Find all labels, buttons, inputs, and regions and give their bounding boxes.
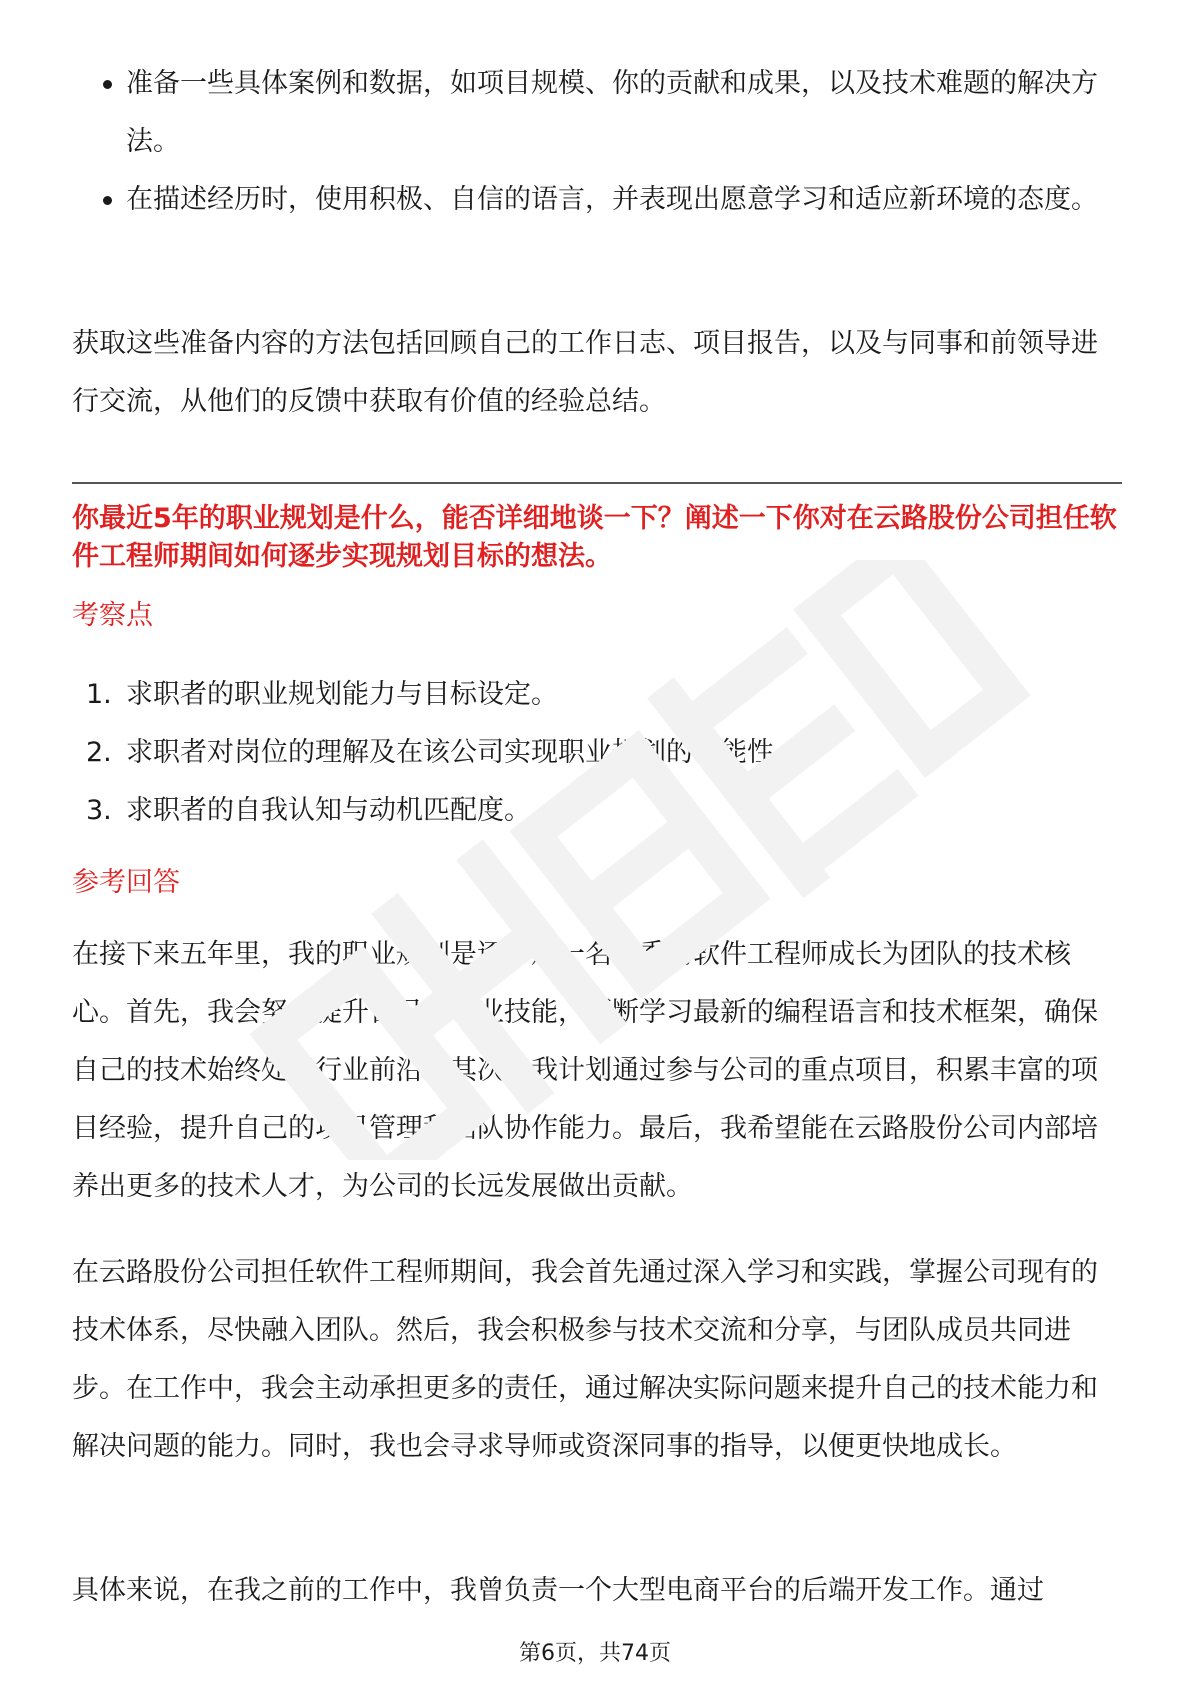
answer-paragraph: 具体来说，在我之前的工作中，我曾负责一个大型电商平台的后端开发工作。通过	[72, 1575, 1044, 1606]
list-item: 准备一些具体案例和数据，如项目规模、你的贡献和成果，以及技术难题的解决方法。	[72, 55, 1122, 171]
list-number: 1.	[86, 679, 112, 710]
answer-heading: 参考回答	[72, 867, 180, 898]
points-heading: 考察点	[72, 600, 153, 631]
list-item	[72, 666, 1122, 724]
list-text: 求职者的自我认知与动机匹配度。	[126, 795, 531, 826]
list-item	[72, 724, 1122, 782]
method-paragraph: 获取这些准备内容的方法包括回顾自己的工作日志、项目报告，以及与同事和前领导进行交流，从他们的反馈中获取有价值的经验总结。	[72, 328, 1098, 417]
list-item: 在描述经历时，使用积极、自信的语言，并表现出愿意学习和适应新环境的态度。	[72, 171, 1122, 229]
page-footer: 第6页，共74页	[519, 1641, 671, 1666]
section-divider	[72, 482, 1122, 484]
list-number: 3.	[86, 795, 112, 826]
list-item	[72, 782, 1122, 840]
answer-paragraph: 在接下来五年里，我的职业规划是逐步从一名优秀的软件工程师成长为团队的技术核心。首先，我会努力提升自己的专业技能，不断学习最新的编程语言和技术框架，确保自己的技术始终处于行业前沿。其次，我计划通过参与公司的重点项目，积累丰富的项目经验，提升自己的项目管理和团队协作能力。最后，我希望能在云路股份公司内部培养出更多的技术人才，为公司的长远发展做出贡献。	[72, 939, 1098, 1202]
points-list	[72, 666, 1122, 840]
bullet-list	[72, 55, 1122, 229]
list-text: 求职者的职业规划能力与目标设定。	[126, 679, 558, 710]
list-text: 求职者对岗位的理解及在该公司实现职业规划的可能性。	[126, 737, 801, 768]
question-title: 你最近5年的职业规划是什么，能否详细地谈一下？阐述一下你对在云路股份公司担任软件工程师期间如何逐步实现规划目标的想法。	[72, 503, 1117, 572]
answer-paragraph: 在云路股份公司担任软件工程师期间，我会首先通过深入学习和实践，掌握公司现有的技术体系，尽快融入团队。然后，我会积极参与技术交流和分享，与团队成员共同进步。在工作中，我会主动承担更多的责任，通过解决实际问题来提升自己的技术能力和解决问题的能力。同时，我也会寻求导师或资深同事的指导，以便更快地成长。	[72, 1257, 1098, 1462]
list-number: 2.	[86, 737, 112, 768]
